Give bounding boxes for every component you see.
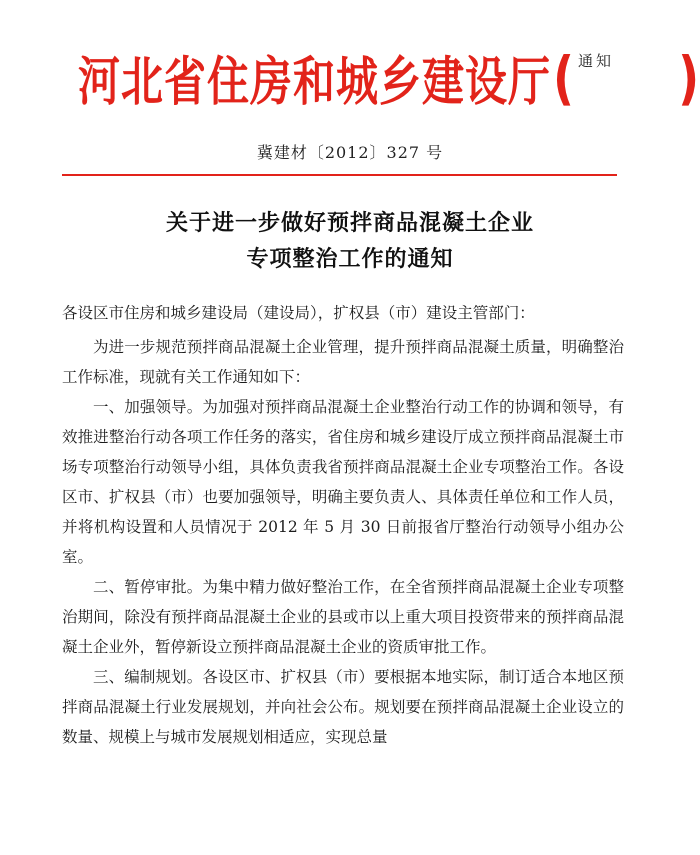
masthead-paren-open: ( [553, 44, 575, 112]
title-line-2: 专项整治工作的通知 [246, 246, 454, 272]
section-3-paragraph: 三、编制规划。各设区市、扩权县（市）要根据本地实际，制订适合本地区预拌商品混凝土行业发展规划，并向社会公布。规划要在预拌商品混凝土企业设立的数量、规模上与城市发展规划相适应，实现总量 [62, 668, 624, 746]
red-divider-line [62, 174, 617, 176]
document-body [62, 298, 624, 752]
section-1-paragraph: 一、加强领导。为加强对预拌商品混凝土企业整治行动工作的协调和领导，有效推进整治行动各项工作任务的落实，省住房和城乡建设厅成立预拌商品混凝土市场专项整治行动领导小组，具体负责我省预拌商品混凝土企业专项整治工作。各设区市、扩权县（市）也要加强领导，明确主要负责人、具体责任单位和工作人员，并将机构设置和人员情况于 2012 年 5 月 30 日前报省厅整治行动领导小组办公室。 [62, 398, 624, 566]
section-2-paragraph: 二、暂停审批。为集中精力做好整治工作，在全省预拌商品混凝土企业专项整治期间，除没有预拌商品混凝土企业的县或市以上重大项目投资带来的预拌商品混凝土企业外，暂停新设立预拌商品混凝土企业的资质审批工作。 [62, 578, 624, 656]
document-type: 通知 [578, 52, 615, 70]
salutation: 各设区市住房和城乡建设局（建设局），扩权县（市）建设主管部门： [62, 304, 535, 322]
masthead-paren-close: ) [678, 44, 700, 112]
intro-paragraph: 为进一步规范预拌商品混凝土企业管理，提升预拌商品混凝土质量，明确整治工作标准，现就有关工作通知如下： [62, 338, 624, 386]
masthead [78, 38, 699, 118]
agency-name: 河北省住房和城乡建设厅 [78, 50, 552, 112]
document-title [0, 205, 700, 277]
title-line-1: 关于进一步做好预拌商品混凝土企业 [165, 210, 534, 236]
document-number: 冀建材〔2012〕327 号 [256, 143, 444, 162]
